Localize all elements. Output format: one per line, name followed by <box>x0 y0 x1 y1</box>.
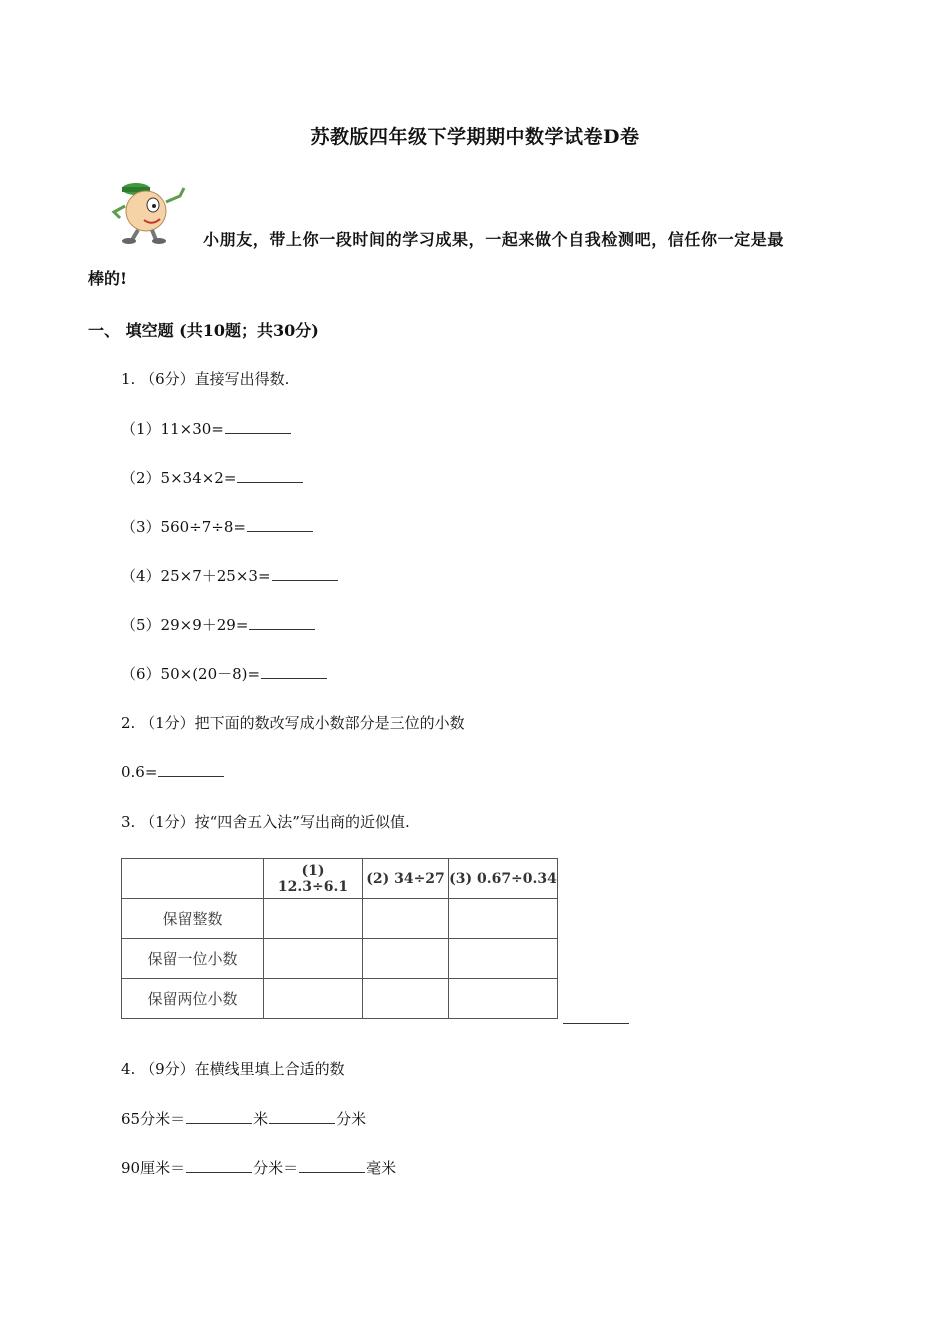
q1-item-3 <box>121 516 314 537</box>
answer-cell[interactable] <box>363 899 449 939</box>
q4-line2-part: 分米＝ <box>253 1159 299 1177</box>
q1-item-4 <box>121 565 339 586</box>
answer-blank[interactable] <box>237 468 303 483</box>
q1-item-2 <box>121 467 304 488</box>
row-label: 保留两位小数 <box>122 979 264 1019</box>
question-3-stem: 3. （1分）按“四舍五入法”写出商的近似值. <box>121 813 410 831</box>
q1-item-4-text: （4）25×7＋25×3= <box>121 567 271 585</box>
q1-item-1 <box>121 418 292 439</box>
answer-blank[interactable] <box>563 1009 629 1024</box>
answer-blank[interactable] <box>269 1109 335 1124</box>
question-4-stem: 4. （9分）在横线里填上合适的数 <box>121 1060 345 1078</box>
question-2-stem: 2. （1分）把下面的数改写成小数部分是三位的小数 <box>121 714 465 732</box>
answer-cell[interactable] <box>363 939 449 979</box>
q2-line <box>121 762 225 781</box>
q1-item-2-text: （2）5×34×2= <box>121 469 237 487</box>
q4-line2-part: 90厘米＝ <box>121 1159 186 1177</box>
row-label: 保留一位小数 <box>122 939 264 979</box>
q1-item-6 <box>121 663 328 684</box>
q4-line1-part: 分米 <box>336 1110 367 1128</box>
intro-line-2: 棒的! <box>88 269 128 288</box>
answer-blank[interactable] <box>225 419 291 434</box>
answer-cell[interactable] <box>264 939 363 979</box>
q4-line1-part: 米 <box>253 1110 269 1128</box>
answer-cell[interactable] <box>264 899 363 939</box>
answer-blank[interactable] <box>186 1109 252 1124</box>
q1-item-1-text: （1）11×30= <box>121 420 224 438</box>
table-row <box>122 939 558 979</box>
page-title: 苏教版四年级下学期期中数学试卷D卷 <box>310 126 640 148</box>
table-header-cell: (3) 0.67÷0.34 <box>449 859 558 899</box>
answer-blank[interactable] <box>247 517 313 532</box>
answer-cell[interactable] <box>449 939 558 979</box>
mascot-illustration <box>108 178 190 246</box>
q1-item-5 <box>121 614 316 635</box>
table-header-cell: (1) 12.3÷6.1 <box>264 859 363 899</box>
q4-line1-part: 65分米＝ <box>121 1110 186 1128</box>
question-1-stem: 1. （6分）直接写出得数. <box>121 370 290 388</box>
answer-blank[interactable] <box>186 1158 252 1173</box>
table-row <box>122 979 558 1019</box>
answer-cell[interactable] <box>449 899 558 939</box>
q2-line-text: 0.6= <box>121 763 158 781</box>
answer-blank[interactable] <box>261 664 327 679</box>
answer-blank[interactable] <box>272 566 338 581</box>
table-row <box>122 899 558 939</box>
table-header-cell: (2) 34÷27 <box>363 859 449 899</box>
intro-line-1: 小朋友，带上你一段时间的学习成果，一起来做个自我检测吧，信任你一定是最 <box>203 230 785 249</box>
answer-cell[interactable] <box>363 979 449 1019</box>
answer-blank[interactable] <box>158 762 224 777</box>
answer-cell[interactable] <box>264 979 363 1019</box>
row-label: 保留整数 <box>122 899 264 939</box>
answer-blank[interactable] <box>249 615 315 630</box>
section-heading: 一、 填空题 (共10题；共30分) <box>88 321 319 340</box>
q1-item-5-text: （5）29×9＋29= <box>121 616 249 634</box>
table-header-cell <box>122 859 264 899</box>
answer-cell[interactable] <box>449 979 558 1019</box>
answer-blank[interactable] <box>299 1158 365 1173</box>
q4-line-1 <box>121 1108 366 1129</box>
q4-line2-part: 毫米 <box>366 1159 397 1177</box>
rounding-table <box>121 858 558 1019</box>
q4-line-2 <box>121 1157 396 1178</box>
q1-item-6-text: （6）50×(20－8)= <box>121 665 261 683</box>
q1-item-3-text: （3）560÷7÷8= <box>121 518 246 536</box>
